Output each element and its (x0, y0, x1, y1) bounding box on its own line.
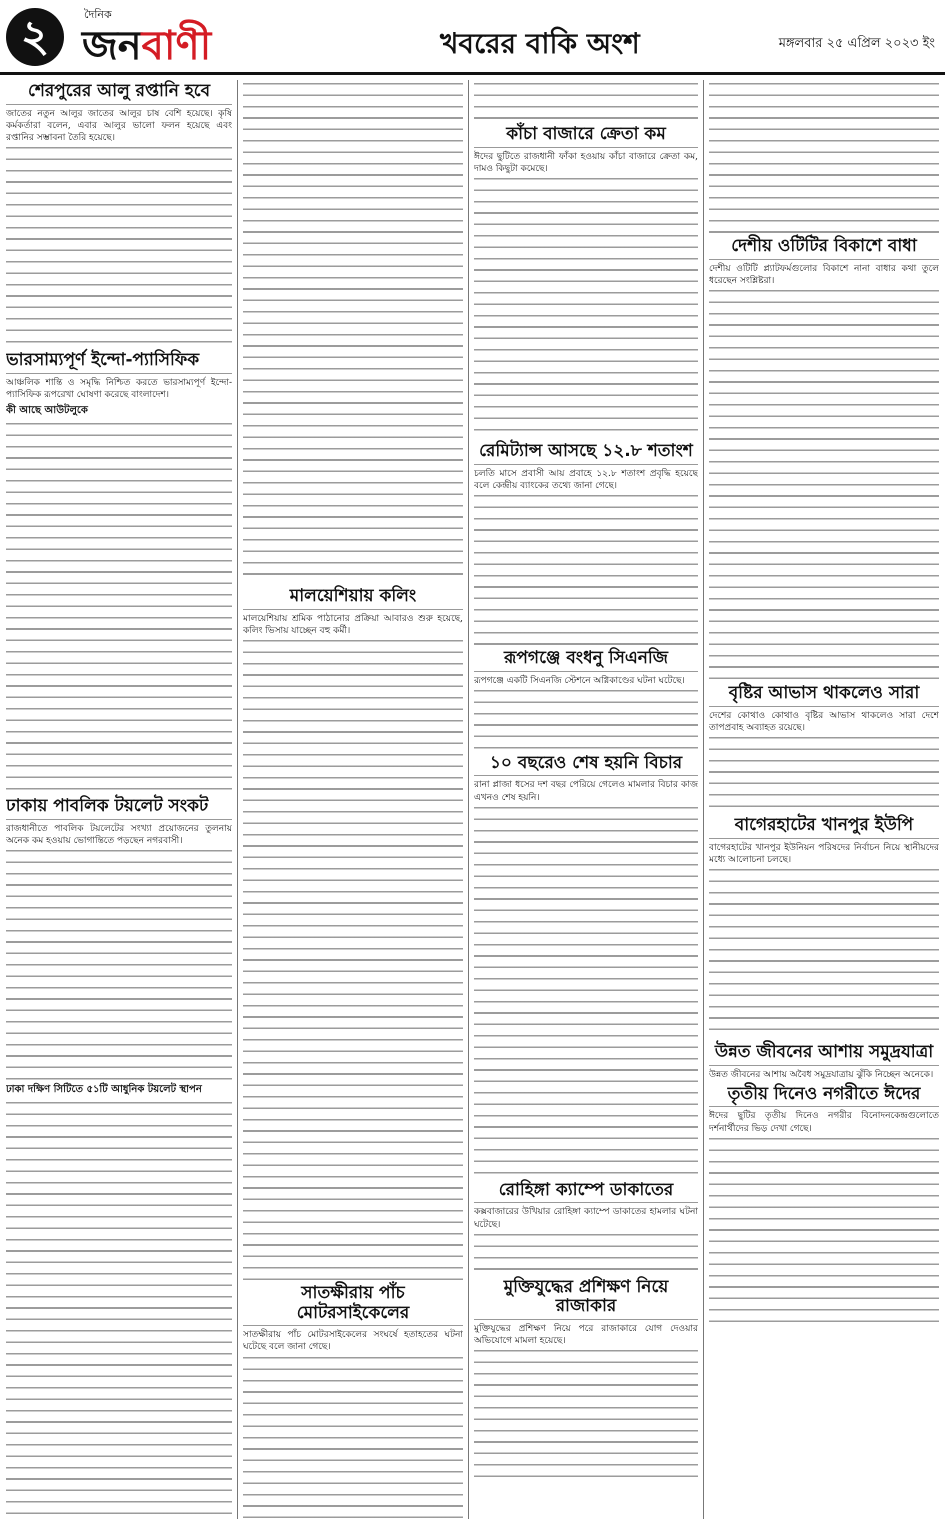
headline: রোহিঙ্গা ক্যাম্পে ডাকাতের (474, 1181, 698, 1204)
headline: তৃতীয় দিনেও নগরীতে ঈদের (709, 1085, 939, 1108)
headline: বাগেরহাটের খানপুর ইউপি (709, 816, 939, 839)
dateline: মঙ্গলবার ২৫ এপ্রিল ২০২৩ ইং (778, 36, 935, 51)
body-text-block (474, 83, 698, 123)
story-lead: রূপগঞ্জে একটি সিএনজি স্টেশনে অগ্নিকাণ্ডের ঘটনা ঘটেছে। (474, 675, 685, 686)
story-indo-pacific (6, 351, 232, 793)
body-text-block (6, 147, 232, 347)
subheading: ঢাকা দক্ষিণ সিটিতে ৫১টি আধুনিক টয়লেট স্থাপন (6, 1084, 202, 1096)
body-text-block (243, 1357, 463, 1519)
headline: রূপগঞ্জে বংধনু সিএনজি (474, 649, 698, 672)
story-eid (709, 1085, 939, 1328)
column-divider (237, 80, 238, 1519)
story-bagerhat (709, 816, 939, 1039)
brand-name: জন (82, 23, 142, 69)
story-lead: আঞ্চলিক শান্তি ও সমৃদ্ধি নিশ্চিত করতে ভারসাম্যপূর্ণ ইন্দো-প্যাসিফিক রূপরেখা ঘোষণা করেছে বাংলাদেশ। (6, 377, 232, 401)
story-lead: বাগেরহাটের খানপুর ইউনিয়ন পরিষদের নির্বাচন নিয়ে স্থানীয়দের মধ্যে আলোচনা চলছে। (709, 842, 939, 865)
story-remittance (474, 442, 698, 645)
story-lead: রাজধানীতে পাবলিক টয়লেটের সংখ্যা প্রয়োজনের তুলনায় অনেক কম হওয়ায় ভোগান্তিতে পড়ছেন নগরবাসী। (6, 823, 232, 847)
story-continued-top (709, 83, 939, 233)
story-toilet-continued (243, 83, 463, 583)
body-text-block (474, 690, 698, 750)
story-lead: ঈদের ছুটিতে রাজধানী ফাঁকা হওয়ায় কাঁচা বাজারে ক্রেতা কম, দামও কিছুটা কমেছে। (474, 151, 698, 174)
story-lead: মুক্তিযুদ্ধের প্রশিক্ষণ নিয়ে পরে রাজাকারে যোগ দেওয়ার অভিযোগে মামলা হয়েছে। (474, 1323, 698, 1347)
story-market (474, 83, 698, 438)
story-satkhira (243, 1284, 463, 1519)
story-lead: উন্নত জীবনের আশায় অবৈধ সমুদ্রযাত্রায় ঝুঁকি নিচ্ছেন অনেকে। (709, 1069, 934, 1080)
body-text-block (474, 495, 698, 645)
column-2 (243, 80, 463, 1519)
headline: ঢাকায় পাবলিক টয়লেট সংকট (6, 797, 232, 820)
headline: দেশীয় ওটিটির বিকাশে বাধা (709, 237, 939, 260)
headline: শেরপুরের আলু রপ্তানি হবে (6, 82, 232, 105)
section-title: খবরের বাকি অংশ (440, 27, 640, 60)
column-divider (703, 80, 704, 1519)
page-number: ২ (6, 8, 64, 66)
masthead (0, 0, 945, 75)
story-potato (6, 82, 232, 347)
story-trial (474, 754, 698, 1177)
body-text-block (474, 1234, 698, 1274)
story-sea-voyage (709, 1043, 939, 1081)
brand-name-accent: বাণী (141, 23, 212, 69)
body-text-block (6, 423, 232, 793)
column-3 (474, 80, 698, 1519)
story-lead: মালয়েশিয়ায় শ্রমিক পাঠানোর প্রক্রিয়া আবারও শুরু হয়েছে, কলিং ভিসায় যাচ্ছেন বহু কর্মী। (243, 613, 463, 636)
headline: রেমিট্যান্স আসছে ১২.৮ শতাংশ (474, 442, 698, 465)
body-text-block (709, 83, 939, 233)
story-lead: চলতি মাসে প্রবাসী আয় প্রবাহে ১২.৮ শতাংশ প্রবৃদ্ধি হয়েছে বলে কেন্দ্রীয় ব্যাংকের তথ্যে জানা গেছে। (474, 468, 698, 491)
body-text-block (709, 290, 939, 680)
column-divider (468, 80, 469, 1519)
story-lead: রানা প্লাজা ধসের দশ বছর পেরিয়ে গেলেও মামলার বিচার কাজ এখনও শেষ হয়নি। (474, 780, 698, 803)
subheading: কী আছে আউটলুকে (6, 405, 88, 417)
column-1 (6, 80, 232, 1519)
story-lead: দেশীয় ওটিটি প্ল্যাটফর্মগুলোর বিকাশে নানা বাধার কথা তুলে ধরেছেন সংশ্লিষ্টরা। (709, 263, 939, 286)
body-text-block (709, 869, 939, 1039)
headline: বৃষ্টির আভাস থাকলেও সারা (709, 684, 939, 707)
headline: সাতক্ষীরায় পাঁচ মোটরসাইকেলের (243, 1284, 463, 1326)
headline: উন্নত জীবনের আশায় সমুদ্রযাত্রা (709, 1043, 939, 1066)
body-text-block (6, 1102, 232, 1519)
newspaper-logo (82, 14, 211, 81)
body-text-block (243, 640, 463, 1280)
body-text-block (474, 178, 698, 438)
story-lead: কক্সবাজারের উখিয়ার রোহিঙ্গা ক্যাম্পে ডাকাতের হামলার ঘটনা ঘটেছে। (474, 1207, 698, 1230)
story-rain (709, 684, 939, 812)
headline: কাঁচা বাজারে ক্রেতা কম (474, 125, 698, 148)
story-malaysia (243, 587, 463, 1280)
body-text-block (709, 1138, 939, 1328)
story-lead: জাতের নতুন আলুর জাতের আলুর চাষ বেশি হয়েছে। কৃষি কর্মকর্তারা বলেন, এবার আলুর ভালো ফলন হয়েছে এবং রপ্তানির সম্ভাবনা তৈরি হয়েছে। (6, 108, 232, 144)
headline: ভারসাম্যপূর্ণ ইন্দো-প্যাসিফিক (6, 351, 232, 374)
story-lead: সাতক্ষীরায় পাঁচ মোটরসাইকেলের সংঘর্ষে হতাহতের ঘটনা ঘটেছে বলে জানা গেছে। (243, 1330, 463, 1353)
column-4 (709, 80, 939, 1519)
story-ott (709, 237, 939, 680)
headline: মালয়েশিয়ায় কলিং (243, 587, 463, 610)
story-rohingya (474, 1181, 698, 1274)
body-text-block (709, 737, 939, 812)
body-text-block (474, 807, 698, 1177)
headline: মুক্তিযুদ্ধের প্রশিক্ষণ নিয়ে রাজাকার (474, 1278, 698, 1320)
story-rupganj (474, 649, 698, 750)
story-razakar (474, 1278, 698, 1481)
body-text-block (243, 83, 463, 583)
brand-prefix: দৈনিক (84, 8, 112, 21)
headline: ১০ বছরেও শেষ হয়নি বিচার (474, 754, 698, 777)
body-text-block (6, 850, 232, 1080)
story-lead: দেশের কোথাও কোথাও বৃষ্টির আভাস থাকলেও সারা দেশে তাপপ্রবাহ অব্যাহত রয়েছে। (709, 710, 939, 733)
story-lead: ঈদের ছুটির তৃতীয় দিনেও নগরীর বিনোদনকেন্দ্রগুলোতে দর্শনার্থীদের ভিড় দেখা গেছে। (709, 1111, 939, 1134)
body-text-block (474, 1350, 698, 1480)
story-toilet (6, 797, 232, 1519)
